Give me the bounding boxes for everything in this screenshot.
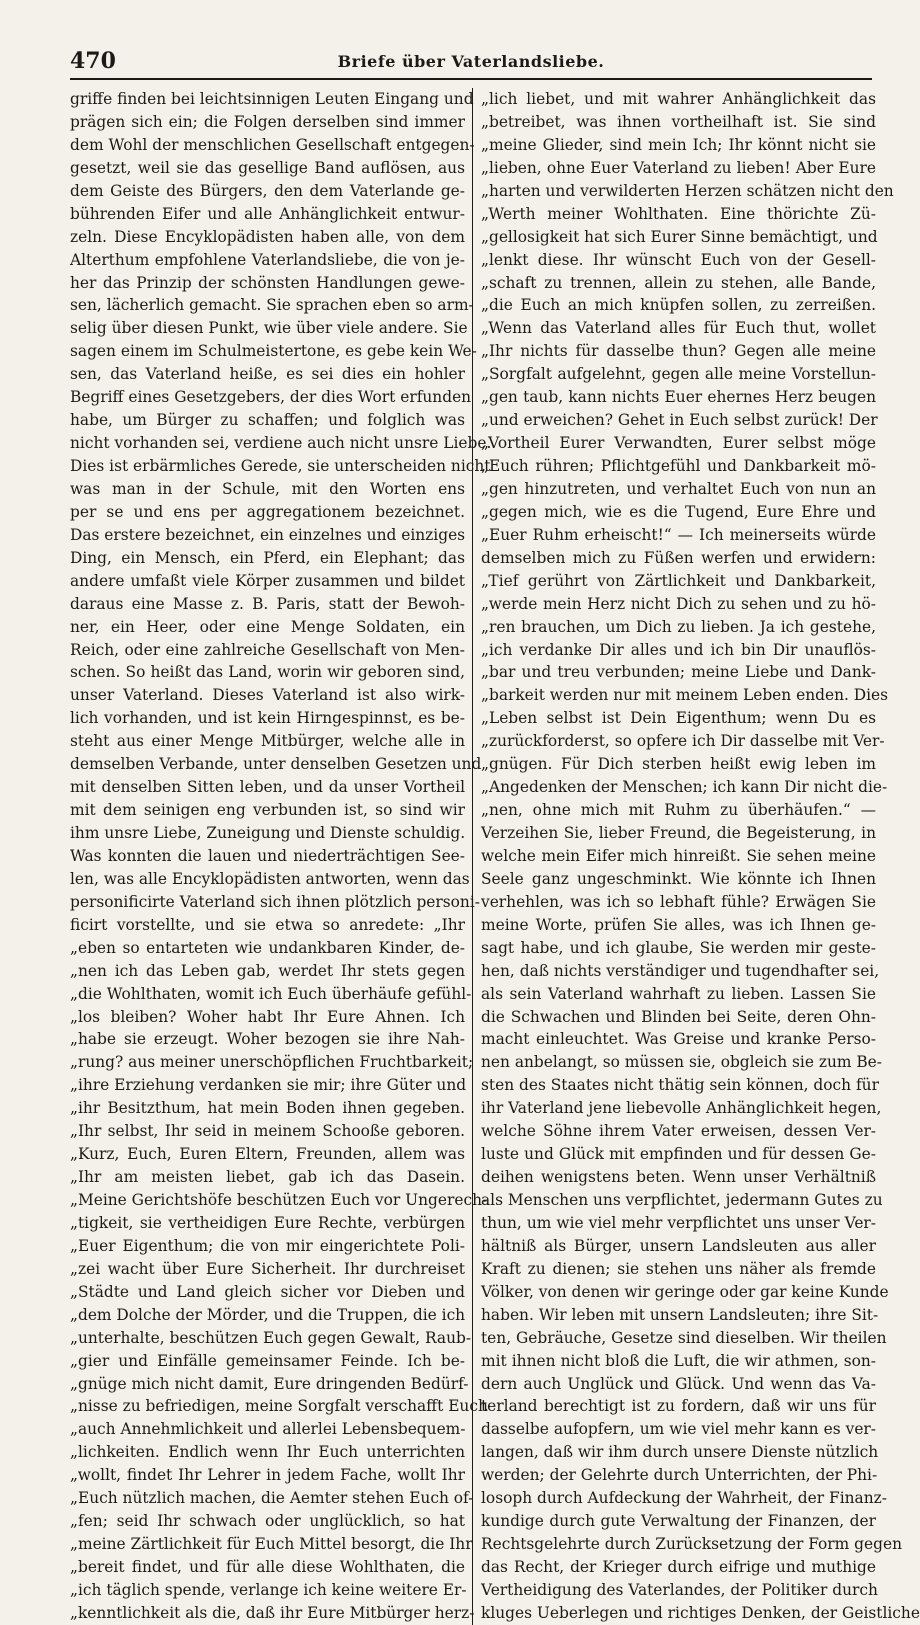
text-line: „die Wohlthaten, womit ich Euch überhäufe gefühl- <box>70 984 472 1003</box>
text-line: zeln. Diese Encyklopädisten haben alle, von dem <box>70 227 465 246</box>
text-line: luste und Glück mit empfinden und für dessen Ge- <box>481 1145 876 1164</box>
text-line: „nen, ohne mich mit Ruhm zu überhäufen.“ — <box>481 801 876 820</box>
text-line: „gnüge mich nicht damit, Eure dringenden Bedürf- <box>70 1374 469 1393</box>
text-line: „unterhalte, beschützen Euch gegen Gewalt, Raub- <box>70 1328 472 1347</box>
text-line: welche Söhne ihrem Vater erweisen, dessen Ver- <box>481 1122 876 1141</box>
text-line: thun, um wie viel mehr verpflichtet uns unser Ver- <box>481 1213 876 1232</box>
text-line: mit ihnen nicht bloß die Luft, die wir athmen, son- <box>481 1351 876 1370</box>
text-line: Begriff eines Gesetzgebers, der dies Wort erfunden <box>70 388 472 407</box>
text-line: mit dem seinigen eng verbunden ist, so sind wir <box>70 801 465 820</box>
text-line: personificirte Vaterland sich ihnen plötzlich personi- <box>70 892 480 911</box>
text-line: Das erstere bezeichnet, ein einzelnes und einziges <box>70 525 466 544</box>
text-line: „kenntlichkeit als die, daß ihr Eure Mitbürger herz- <box>70 1603 475 1622</box>
text-line: hen, daß nichts verständiger und tugendhafter sei, <box>481 961 880 980</box>
text-line: „ihre Erziehung verdanken sie mir; ihre Güter und <box>70 1076 467 1095</box>
text-line: „zei wacht über Eure Sicherheit. Ihr durchreiset <box>70 1259 465 1278</box>
text-line: Alterthum empfohlene Vaterlandsliebe, die von je- <box>70 250 465 269</box>
text-line: daraus eine Masse z. B. Paris, statt der Bewoh- <box>70 594 465 613</box>
text-line: werden; der Gelehrte durch Unterrichten, der Phi- <box>481 1466 878 1485</box>
text-line: „und erweichen? Gehet in Euch selbst zurück! Der <box>481 411 878 430</box>
page-number: 470 <box>70 48 116 74</box>
text-line: „Werth meiner Wohlthaten. Eine thörichte Zü- <box>481 204 876 223</box>
text-line: Rechtsgelehrte durch Zurücksetzung der Form gegen <box>481 1535 902 1554</box>
text-line: welche mein Eifer mich hinreißt. Sie sehen meine <box>481 846 876 865</box>
text-line: „gen hinzutreten, und verhaltet Euch von nun an <box>481 479 876 498</box>
text-line: Seele ganz ungeschminkt. Wie könnte ich Ihnen <box>481 869 876 888</box>
text-line: bührenden Eifer und alle Anhänglichkeit entwur- <box>70 204 465 223</box>
text-line: „schaft zu trennen, allein zu stehen, alle Bande, <box>481 273 876 292</box>
text-line: „Sorgfalt aufgelehnt, gegen alle meine Vorstellun- <box>481 365 876 384</box>
text-line: „bereit findet, und für alle diese Wohlthaten, die <box>70 1558 465 1576</box>
text-line: nen anbelangt, so müssen sie, obgleich sie zum Be- <box>481 1053 882 1072</box>
text-line: schen. So heißt das Land, worin wir geboren sind, <box>70 663 465 682</box>
text-line: „Angedenken der Menschen; ich kann Dir nicht die- <box>481 778 888 797</box>
text-line: macht einleuchtet. Was Greise und kranke Perso- <box>481 1030 876 1049</box>
text-line: sen, lächerlich gemacht. Sie sprachen eben so arm- <box>70 296 474 315</box>
text-line: ner, ein Heer, oder eine Menge Soldaten, ein <box>70 617 465 636</box>
text-line: Dies ist erbärmliches Gerede, sie unterscheiden nicht <box>70 457 491 475</box>
text-line: „nisse zu befriedigen, meine Sorgfalt verschafft Euch <box>70 1397 488 1416</box>
text-line: „die Euch an mich knüpfen sollen, zu zerreißen. <box>481 296 876 315</box>
text-line: „Tief gerührt von Zärtlichkeit und Dankbarkeit, <box>481 571 876 590</box>
text-line: als sein Vaterland wahrhaft zu lieben. Lassen Sie <box>481 984 876 1003</box>
text-line: „bar und treu verbunden; meine Liebe und Dank- <box>481 663 876 682</box>
left-column <box>70 88 492 1625</box>
text-line: nicht vorhanden sei, verdiene auch nicht unsre Liebe. <box>70 434 492 453</box>
text-line: „ihr Besitzthum, hat mein Boden ihnen gegeben. <box>70 1099 465 1118</box>
text-line: verhehlen, was ich so lebhaft fühle? Erwägen Sie <box>481 892 876 911</box>
text-line: terland berechtigt ist zu fordern, daß wir uns für <box>481 1397 876 1416</box>
text-line: her das Prinzip der schönsten Handlungen gewe- <box>70 273 465 292</box>
text-line: mit denselben Sitten leben, und da unser Vortheil <box>70 778 465 797</box>
text-line: ihr Vaterland jene liebevolle Anhänglichkeit hegen, <box>481 1099 882 1118</box>
text-line: gesetzt, weil sie das gesellige Band auflösen, aus <box>70 158 465 177</box>
text-line: „eben so entarteten wie undankbaren Kinder, de- <box>70 938 465 957</box>
text-line: „nen ich das Leben gab, werdet Ihr stets gegen <box>70 961 465 980</box>
text-line: „Leben selbst ist Dein Eigenthum; wenn Du es <box>481 709 876 728</box>
text-line: „Euer Ruhm erheischt!“ — Ich meinerseits würde <box>481 525 876 544</box>
text-line: „gnügen. Für Dich sterben heißt ewig leben im <box>481 755 876 774</box>
right-column <box>481 88 920 1625</box>
header-rule <box>70 78 872 80</box>
text-line: „Euch rühren; Pflichtgefühl und Dankbarkeit mö- <box>481 457 876 475</box>
text-line: Reich, oder eine zahlreiche Gesellschaft von Men- <box>70 640 465 659</box>
text-line: „Ihr nichts für dasselbe thun? Gegen alle meine <box>481 342 876 361</box>
text-line: „Euer Eigenthum; die von mir eingerichtete Poli- <box>70 1236 465 1255</box>
text-line: habe, um Bürger zu schaffen; und folglich was <box>70 411 465 430</box>
text-line: demselben Verbande, unter denselben Gesetzen und <box>70 755 482 774</box>
text-line: als Menschen uns verpflichtet, jedermann Gutes zu <box>481 1191 883 1209</box>
text-line: „barkeit werden nur mit meinem Leben enden. Dies <box>481 686 889 705</box>
text-line: len, was alle Encyklopädisten antworten, wenn das <box>70 869 470 888</box>
text-line: dem Geiste des Bürgers, den dem Vaterlande ge- <box>70 181 465 200</box>
text-line: steht aus einer Menge Mitbürger, welche alle in <box>70 732 465 751</box>
running-title: Briefe über Vaterlandsliebe. <box>337 52 605 71</box>
text-line: sagen einem im Schulmeistertone, es gebe kein We- <box>70 342 477 361</box>
text-line: ten, Gebräuche, Gesetze sind dieselben. Wir theilen <box>481 1328 887 1347</box>
text-columns <box>70 88 920 1625</box>
text-line: sagt habe, und ich glaube, Sie werden mir geste- <box>481 938 876 957</box>
text-line: „ich täglich spende, verlange ich keine weitere Er- <box>70 1580 467 1599</box>
text-line: dem Wohl der menschlichen Gesellschaft entgegen- <box>70 135 475 154</box>
text-line: griffe finden bei leichtsinnigen Leuten Eingang und <box>70 90 474 108</box>
text-line: losoph durch Aufdeckung der Wahrheit, der Finanz- <box>481 1489 887 1508</box>
text-line: „gellosigkeit hat sich Eurer Sinne bemächtigt, und <box>481 227 878 246</box>
text-line: „los bleiben? Woher habt Ihr Eure Ahnen. Ich <box>70 1007 465 1026</box>
text-line: dern auch Unglück und Glück. Und wenn das Va- <box>481 1374 876 1393</box>
text-line: sen, das Vaterland heiße, es sei dies ein hohler <box>70 365 465 384</box>
text-line: „Euch nützlich machen, die Aemter stehen Euch of- <box>70 1489 474 1508</box>
text-line: „wollt, findet Ihr Lehrer in jedem Fache, wollt Ihr <box>70 1466 465 1485</box>
text-line: Verzeihen Sie, lieber Freund, die Begeisterung, in <box>481 824 876 842</box>
text-line: „Ihr am meisten liebet, gab ich das Dasein. <box>70 1168 465 1187</box>
text-line: „rung? aus meiner unerschöpflichen Fruchtbarkeit; <box>70 1053 474 1072</box>
text-line: „gegen mich, wie es die Tugend, Eure Ehre und <box>481 502 876 521</box>
text-line: „lenkt diese. Ihr wünscht Euch von der Gesell- <box>481 250 876 269</box>
text-line: deihen wenigstens beten. Wenn unser Verhältniß <box>481 1168 876 1187</box>
text-line: selig über diesen Punkt, wie über viele andere. Sie <box>70 319 468 338</box>
text-line: „lich liebet, und mit wahrer Anhänglichkeit das <box>481 90 876 108</box>
page-header <box>70 46 872 80</box>
text-line: „Meine Gerichtshöfe beschützen Euch vor Ungerech- <box>70 1191 488 1209</box>
text-line: kluges Ueberlegen und richtiges Denken, der Geistliche <box>481 1603 920 1622</box>
text-line: „werde mein Herz nicht Dich zu sehen und zu hö- <box>481 594 876 613</box>
text-line: „fen; seid Ihr schwach oder unglücklich, so hat <box>70 1512 465 1531</box>
text-line: kundige durch gute Verwaltung der Finanzen, der <box>481 1512 876 1531</box>
text-line: „Kurz, Euch, Euren Eltern, Freunden, allem was <box>70 1145 465 1164</box>
text-line: ihm unsre Liebe, Zuneigung und Dienste schuldig. <box>70 824 466 842</box>
text-line: „Wenn das Vaterland alles für Euch thut, wollet <box>481 319 876 338</box>
text-line: Ding, ein Mensch, ein Pferd, ein Elephant; das <box>70 548 465 567</box>
text-line: „harten und verwilderten Herzen schätzen nicht den <box>481 181 894 200</box>
text-line: „gen taub, kann nichts Euer ehernes Herz beugen <box>481 388 876 407</box>
text-line: demselben mich zu Füßen werfen und erwidern: <box>481 548 876 567</box>
text-line: hältniß als Bürger, unsern Landsleuten aus aller <box>481 1236 876 1255</box>
text-line: Völker, von denen wir geringe oder gar keine Kunde <box>481 1282 889 1301</box>
text-line: „zurückforderst, so opfere ich Dir dasselbe mit Ver- <box>481 732 885 751</box>
text-line: „tigkeit, sie vertheidigen Eure Rechte, verbürgen <box>70 1213 465 1232</box>
text-line: die Schwachen und Blinden bei Seite, deren Ohn- <box>481 1007 876 1026</box>
text-line: das Recht, der Krieger durch eifrige und muthige <box>481 1558 876 1576</box>
text-line: „Städte und Land gleich sicher vor Dieben und <box>70 1282 465 1301</box>
text-line: „habe sie erzeugt. Woher bezogen sie ihre Nah- <box>70 1030 465 1049</box>
text-line: lich vorhanden, und ist kein Hirngespinnst, es be- <box>70 709 465 728</box>
text-line: unser Vaterland. Dieses Vaterland ist also wirk- <box>70 686 465 705</box>
text-line: Kraft zu dienen; sie stehen uns näher als fremde <box>481 1259 876 1278</box>
text-line: „Vortheil Eurer Verwandten, Eurer selbst möge <box>481 434 876 453</box>
text-line: „betreibet, was ihnen vortheilhaft ist. Sie sind <box>481 112 876 131</box>
text-line: „Ihr selbst, Ihr seid in meinem Schooße geboren. <box>70 1122 465 1141</box>
text-line: was man in der Schule, mit den Worten ens <box>70 479 465 498</box>
text-line: ficirt vorstellte, und sie etwa so anredete: „Ihr <box>70 915 465 934</box>
text-line: dasselbe aufopfern, um wie viel mehr kann es ver- <box>481 1420 876 1439</box>
text-line: „lichkeiten. Endlich wenn Ihr Euch unterrichten <box>70 1443 465 1462</box>
text-line: meine Worte, prüfen Sie alles, was ich Ihnen ge- <box>481 915 876 934</box>
text-line: „meine Zärtlichkeit für Euch Mittel besorgt, die Ihr <box>70 1535 473 1554</box>
text-line: sten des Staates nicht thätig sein können, doch für <box>481 1076 879 1095</box>
text-line: prägen sich ein; die Folgen derselben sind immer <box>70 112 465 131</box>
text-line: Was konnten die lauen und niederträchtigen See- <box>70 846 465 865</box>
text-line: „gier und Einfälle gemeinsamer Feinde. Ich be- <box>70 1351 465 1370</box>
text-line: Vertheidigung des Vaterlandes, der Politiker durch <box>481 1580 878 1599</box>
text-line: „ren brauchen, um Dich zu lieben. Ja ich gestehe, <box>481 617 876 636</box>
text-line: „lieben, ohne Euer Vaterland zu lieben! Aber Eure <box>481 158 876 177</box>
text-line: andere umfaßt viele Körper zusammen und bildet <box>70 571 465 590</box>
text-line: „meine Glieder, sind mein Ich; Ihr könnt nicht sie <box>481 135 876 154</box>
text-line: haben. Wir leben mit unsern Landsleuten; ihre Sit- <box>481 1305 879 1324</box>
text-line: „dem Dolche der Mörder, und die Truppen, die ich <box>70 1305 466 1324</box>
column-divider <box>472 88 473 1625</box>
text-line: „auch Annehmlichkeit und allerlei Lebensbequem- <box>70 1420 466 1439</box>
text-line: langen, daß wir ihm durch unsere Dienste nützlich <box>481 1443 879 1462</box>
text-line: per se und ens per aggregationem bezeichnet. <box>70 502 465 521</box>
text-line: „ich verdanke Dir alles und ich bin Dir unauflös- <box>481 640 876 659</box>
